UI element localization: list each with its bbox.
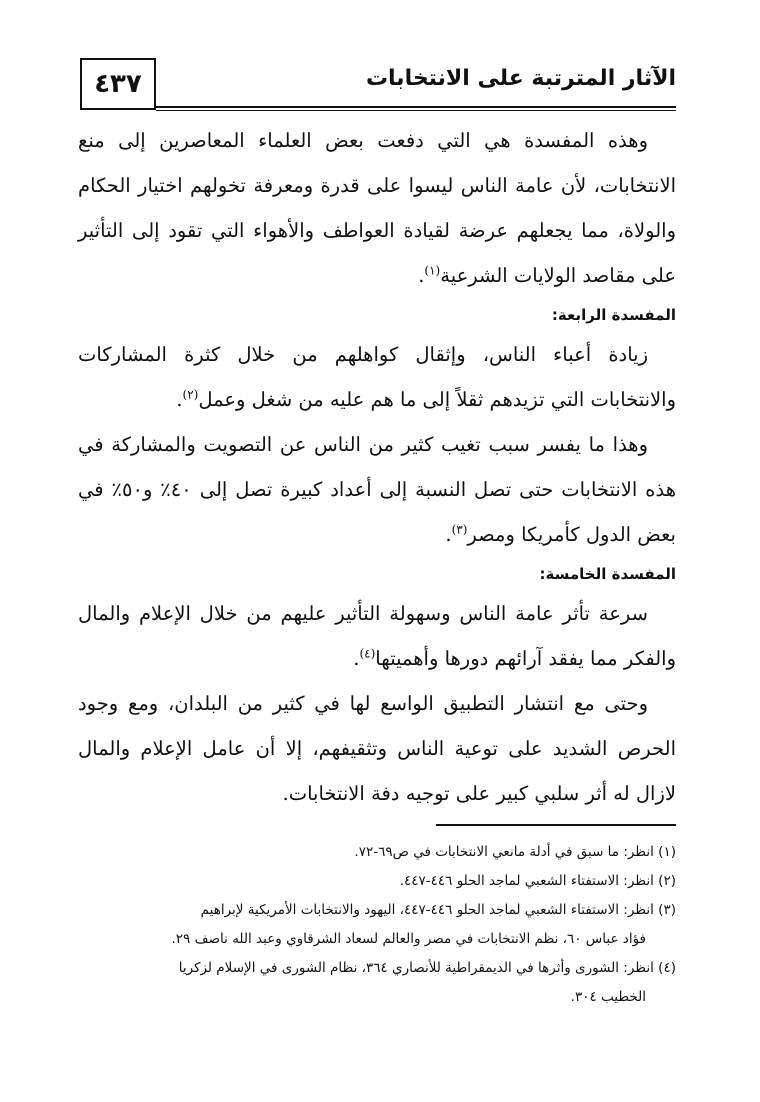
footnote: (٤) انظر: الشورى وأثرها في الديمقراطية للأنصاري ٣٦٤، نظام الشورى في الإسلام لزكريا <box>178 960 676 976</box>
paragraph-text: وهذه المفسدة هي التي دفعت بعض العلماء المعاصرين إلى منع الانتخابات، لأن عامة الناس ليسوا على قدرة ومعرفة تخولهم اختيار الحكام والولاة، مما يجعلهم عرضة لقيادة العواطف والأهواء التي تقود إلى التأثير على مقاصد الولايات الشرعية <box>78 129 676 287</box>
footnote-continuation: الخطيب ٣٠٤. <box>570 989 646 1005</box>
paragraph: وهذه المفسدة هي التي دفعت بعض العلماء المعاصرين إلى منع الانتخابات، لأن عامة الناس ليسوا على قدرة ومعرفة تخولهم اختيار الحكام والولاة، مما يجعلهم عرضة لقيادة العواطف والأهواء التي تقود إلى التأثير على مقاصد الولايات الشرعية$^{(١)}$. <box>78 129 676 287</box>
header-rule <box>156 106 676 108</box>
paragraph-text: زيادة أعباء الناس، وإثقال كواهلهم من خلال كثرة المشاركات والانتخابات التي تزيدهم ثقلاً إلى ما هم عليه من شغل وعمل <box>78 343 676 411</box>
footnote: (٢) انظر: الاستفتاء الشعبي لماجد الحلو ٤٤٦-٤٤٧. <box>399 873 676 889</box>
footnote-continuation: فؤاد عباس ٦٠، نظم الانتخابات في مصر والعالم لسعاد الشرقاوي وعبد الله ناصف ٢٩. <box>171 931 646 947</box>
paragraph: وهذا ما يفسر سبب تغيب كثير من الناس عن التصويت والمشاركة في هذه الانتخابات حتى تصل النسبة إلى أعداد كبيرة تصل إلى ٤٠٪ و٥٠٪ في بعض الدول كأمريكا ومصر$^{(٣)}$. <box>78 433 677 546</box>
footnote-ref: (١) <box>424 263 441 278</box>
header-rule-thin <box>156 110 676 111</box>
body-text <box>78 118 676 816</box>
section-heading: المفسدة الرابعة: <box>551 306 676 324</box>
paragraph: وحتى مع انتشار التطبيق الواسع لها في كثير من البلدان، ومع وجود الحرص الشديد على توعية الناس وتثقيفهم، إلا أن عامل الإعلام والمال لازال له أثر سلبي كبير على توجيه دفة الانتخابات. <box>78 692 676 805</box>
paragraph-text: وهذا ما يفسر سبب تغيب كثير من الناس عن التصويت والمشاركة في هذه الانتخابات حتى تصل النسبة إلى أعداد كبيرة تصل إلى ٤٠٪ و٥٠٪ في بعض الدول كأمريكا ومصر <box>78 433 677 546</box>
running-title: الآثار المترتبة على الانتخابات <box>365 66 676 91</box>
page-number: ٤٣٧ <box>80 58 156 110</box>
paragraph: سرعة تأثر عامة الناس وسهولة التأثير عليهم من خلال الإعلام والمال والفكر مما يفقد آرائهم دورها وأهميتها$^{(٤)}$. <box>78 602 676 670</box>
footnotes <box>78 838 676 1012</box>
footnote: (٣) انظر: الاستفتاء الشعبي لماجد الحلو ٤٤٦-٤٤٧، اليهود والانتخابات الأمريكية لإبراهيم <box>200 902 676 918</box>
paragraph-text: سرعة تأثر عامة الناس وسهولة التأثير عليهم من خلال الإعلام والمال والفكر مما يفقد آرائهم دورها وأهميتها <box>78 602 676 670</box>
page-header <box>80 58 676 110</box>
footnote-ref: (٤) <box>359 646 376 661</box>
footnote: (١) انظر: ما سبق في أدلة مانعي الانتخابات في ص٦٩-٧٢. <box>354 844 676 860</box>
section-heading: المفسدة الخامسة: <box>539 565 676 583</box>
footnote-separator <box>436 824 676 826</box>
footnote-ref: (٢) <box>182 387 199 402</box>
footnote-ref: (٣) <box>451 522 468 537</box>
paragraph: زيادة أعباء الناس، وإثقال كواهلهم من خلال كثرة المشاركات والانتخابات التي تزيدهم ثقلاً إلى ما هم عليه من شغل وعمل$^{(٢)}$. <box>78 343 676 411</box>
